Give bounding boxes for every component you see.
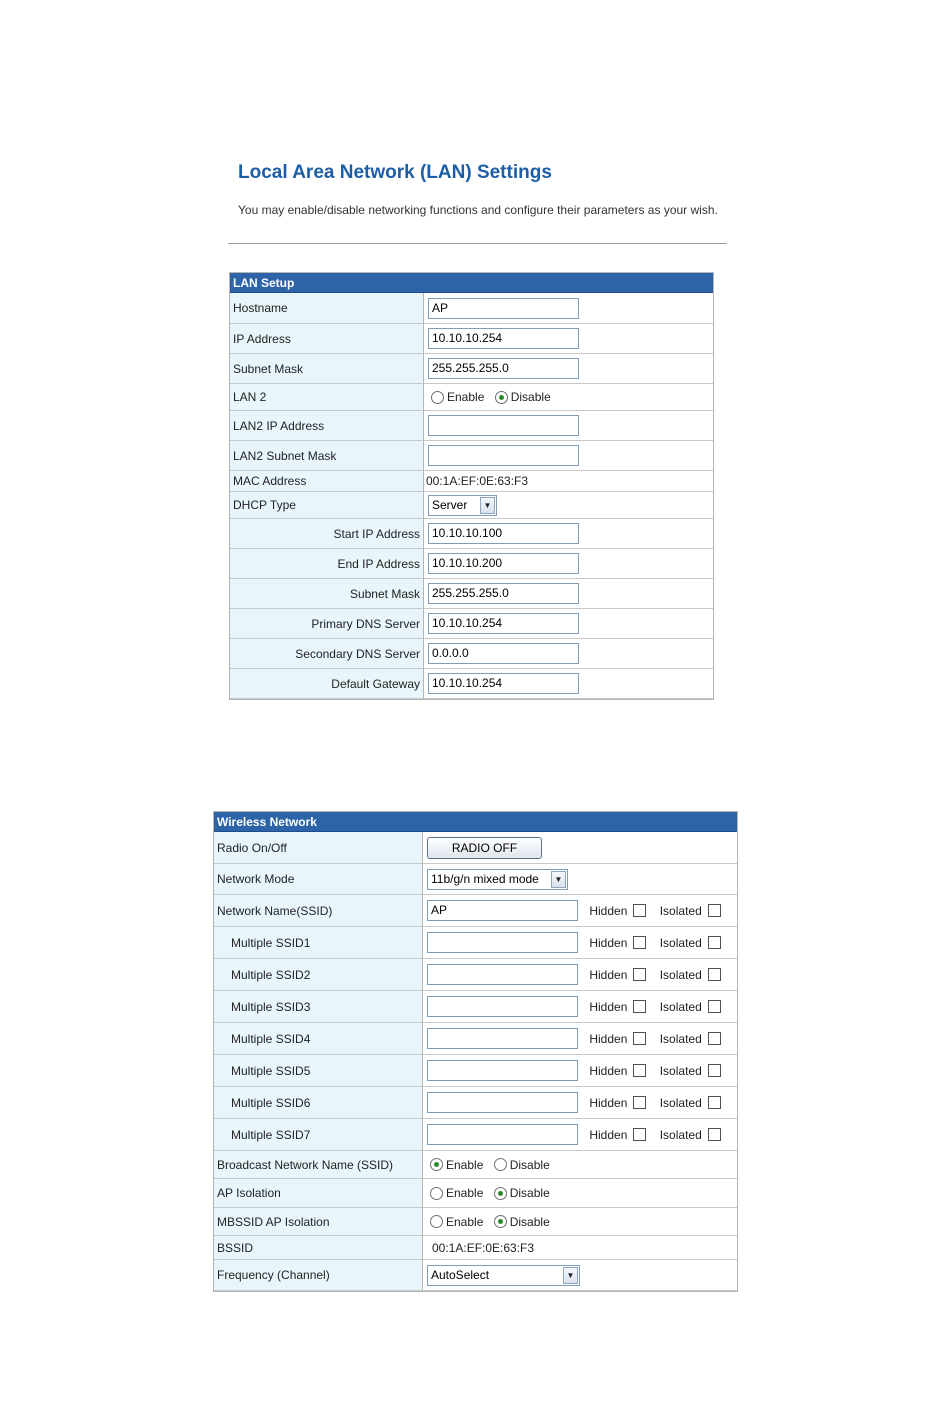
dhcp-mask-label: Subnet Mask <box>230 579 424 609</box>
mbssid-isolation-enable-label: Enable <box>446 1214 484 1229</box>
hidden-label: Hidden <box>589 1031 628 1046</box>
isolated-label: Isolated <box>659 967 702 982</box>
ssid2-hidden-checkbox[interactable] <box>633 968 646 981</box>
network-mode-value: 11b/g/n mixed mode <box>431 872 539 886</box>
isolated-label: Isolated <box>659 935 702 950</box>
wireless-network-header: Wireless Network <box>214 812 737 832</box>
lan2-disable-radio[interactable] <box>495 391 508 404</box>
ssid7-hidden-checkbox[interactable] <box>633 1128 646 1141</box>
bssid-value: 00:1A:EF:0E:63:F3 <box>423 1236 737 1260</box>
multiple-ssid4-input[interactable] <box>427 1028 578 1049</box>
default-gateway-input[interactable]: 10.10.10.254 <box>428 673 579 694</box>
lan2-mask-label: LAN2 Subnet Mask <box>230 441 424 471</box>
multiple-ssid6-input[interactable] <box>427 1092 578 1113</box>
ssid4-hidden-checkbox[interactable] <box>633 1032 646 1045</box>
secondary-dns-input[interactable]: 0.0.0.0 <box>428 643 579 664</box>
ssid-hidden-checkbox[interactable] <box>633 904 646 917</box>
ssid5-hidden-checkbox[interactable] <box>633 1064 646 1077</box>
ap-isolation-disable-radio[interactable] <box>494 1187 507 1200</box>
ap-isolation-enable-label: Enable <box>446 1186 484 1201</box>
ssid1-isolated-checkbox[interactable] <box>708 936 721 949</box>
isolated-label: Isolated <box>659 1127 702 1142</box>
broadcast-enable-radio[interactable] <box>430 1158 443 1171</box>
multiple-ssid5-input[interactable] <box>427 1060 578 1081</box>
chevron-down-icon[interactable]: ▼ <box>563 1267 578 1284</box>
mbssid-isolation-disable-label: Disable <box>509 1214 550 1229</box>
hidden-label: Hidden <box>589 1095 628 1110</box>
lan2-ip-label: LAN2 IP Address <box>230 411 424 441</box>
dhcp-mask-input[interactable]: 255.255.255.0 <box>428 583 579 604</box>
ap-isolation-enable-radio[interactable] <box>430 1187 443 1200</box>
broadcast-disable-label: Disable <box>509 1157 550 1172</box>
lan-setup-table <box>229 272 714 700</box>
ap-isolation-label: AP Isolation <box>214 1179 423 1208</box>
hidden-label: Hidden <box>589 903 628 918</box>
broadcast-disable-radio[interactable] <box>494 1158 507 1171</box>
isolated-label: Isolated <box>659 1095 702 1110</box>
ssid-input[interactable]: AP <box>427 900 578 921</box>
mac-address-value: 00:1A:EF:0E:63:F3 <box>424 471 713 492</box>
hidden-label: Hidden <box>589 1063 628 1078</box>
lan2-ip-input[interactable] <box>428 415 579 436</box>
multiple-ssid5-label: Multiple SSID5 <box>214 1055 423 1087</box>
dhcp-type-label: DHCP Type <box>230 492 424 519</box>
multiple-ssid1-input[interactable] <box>427 932 578 953</box>
end-ip-input[interactable]: 10.10.10.200 <box>428 553 579 574</box>
network-mode-select[interactable] <box>427 869 568 890</box>
hidden-label: Hidden <box>589 1127 628 1142</box>
hidden-label: Hidden <box>589 967 628 982</box>
start-ip-input[interactable]: 10.10.10.100 <box>428 523 579 544</box>
frequency-label: Frequency (Channel) <box>214 1260 423 1291</box>
ssid6-isolated-checkbox[interactable] <box>708 1096 721 1109</box>
end-ip-label: End IP Address <box>230 549 424 579</box>
multiple-ssid7-label: Multiple SSID7 <box>214 1119 423 1151</box>
isolated-label: Isolated <box>659 903 702 918</box>
lan2-disable-label: Disable <box>510 390 551 405</box>
frequency-select[interactable] <box>427 1265 580 1286</box>
hidden-label: Hidden <box>589 999 628 1014</box>
page-intro: You may enable/disable networking functions and configure their parameters as your wish. <box>238 203 718 217</box>
chevron-down-icon[interactable]: ▼ <box>551 871 566 888</box>
divider <box>228 243 727 244</box>
network-mode-label: Network Mode <box>214 864 423 895</box>
hostname-label: Hostname <box>230 293 424 324</box>
ssid7-isolated-checkbox[interactable] <box>708 1128 721 1141</box>
lan2-label: LAN 2 <box>230 384 424 411</box>
wireless-network-table <box>213 811 738 1292</box>
chevron-down-icon[interactable]: ▼ <box>480 497 495 514</box>
primary-dns-input[interactable]: 10.10.10.254 <box>428 613 579 634</box>
ssid-isolated-checkbox[interactable] <box>708 904 721 917</box>
lan2-enable-radio[interactable] <box>431 391 444 404</box>
isolated-label: Isolated <box>659 1031 702 1046</box>
isolated-label: Isolated <box>659 1063 702 1078</box>
start-ip-label: Start IP Address <box>230 519 424 549</box>
hidden-label: Hidden <box>589 935 628 950</box>
hostname-input[interactable]: AP <box>428 298 579 319</box>
ssid4-isolated-checkbox[interactable] <box>708 1032 721 1045</box>
multiple-ssid3-input[interactable] <box>427 996 578 1017</box>
primary-dns-label: Primary DNS Server <box>230 609 424 639</box>
multiple-ssid1-label: Multiple SSID1 <box>214 927 423 959</box>
dhcp-type-value: Server <box>432 498 468 512</box>
ssid1-hidden-checkbox[interactable] <box>633 936 646 949</box>
lan2-mask-input[interactable] <box>428 445 579 466</box>
secondary-dns-label: Secondary DNS Server <box>230 639 424 669</box>
subnet-mask-input[interactable]: 255.255.255.0 <box>428 358 579 379</box>
ip-address-label: IP Address <box>230 324 424 354</box>
ap-isolation-disable-label: Disable <box>509 1186 550 1201</box>
multiple-ssid2-label: Multiple SSID2 <box>214 959 423 991</box>
frequency-value: AutoSelect <box>431 1268 490 1282</box>
lan-setup-header: LAN Setup <box>230 273 713 293</box>
radio-onoff-label: Radio On/Off <box>214 832 423 864</box>
multiple-ssid4-label: Multiple SSID4 <box>214 1023 423 1055</box>
ssid3-hidden-checkbox[interactable] <box>633 1000 646 1013</box>
multiple-ssid7-input[interactable] <box>427 1124 578 1145</box>
ssid6-hidden-checkbox[interactable] <box>633 1096 646 1109</box>
mbssid-isolation-disable-radio[interactable] <box>494 1215 507 1228</box>
ssid2-isolated-checkbox[interactable] <box>708 968 721 981</box>
multiple-ssid6-label: Multiple SSID6 <box>214 1087 423 1119</box>
multiple-ssid2-input[interactable] <box>427 964 578 985</box>
mac-address-label: MAC Address <box>230 471 424 492</box>
radio-off-button[interactable]: RADIO OFF <box>427 837 542 859</box>
mbssid-isolation-label: MBSSID AP Isolation <box>214 1208 423 1236</box>
ssid-label: Network Name(SSID) <box>214 895 423 927</box>
subnet-mask-label: Subnet Mask <box>230 354 424 384</box>
multiple-ssid3-label: Multiple SSID3 <box>214 991 423 1023</box>
bssid-label: BSSID <box>214 1236 423 1260</box>
page-title: Local Area Network (LAN) Settings <box>238 162 552 183</box>
dhcp-type-select[interactable] <box>428 495 497 516</box>
ssid3-isolated-checkbox[interactable] <box>708 1000 721 1013</box>
broadcast-ssid-label: Broadcast Network Name (SSID) <box>214 1151 423 1179</box>
isolated-label: Isolated <box>659 999 702 1014</box>
broadcast-enable-label: Enable <box>446 1157 484 1172</box>
lan2-enable-label: Enable <box>447 390 485 405</box>
ip-address-input[interactable]: 10.10.10.254 <box>428 328 579 349</box>
default-gateway-label: Default Gateway <box>230 669 424 699</box>
ssid5-isolated-checkbox[interactable] <box>708 1064 721 1077</box>
mbssid-isolation-enable-radio[interactable] <box>430 1215 443 1228</box>
